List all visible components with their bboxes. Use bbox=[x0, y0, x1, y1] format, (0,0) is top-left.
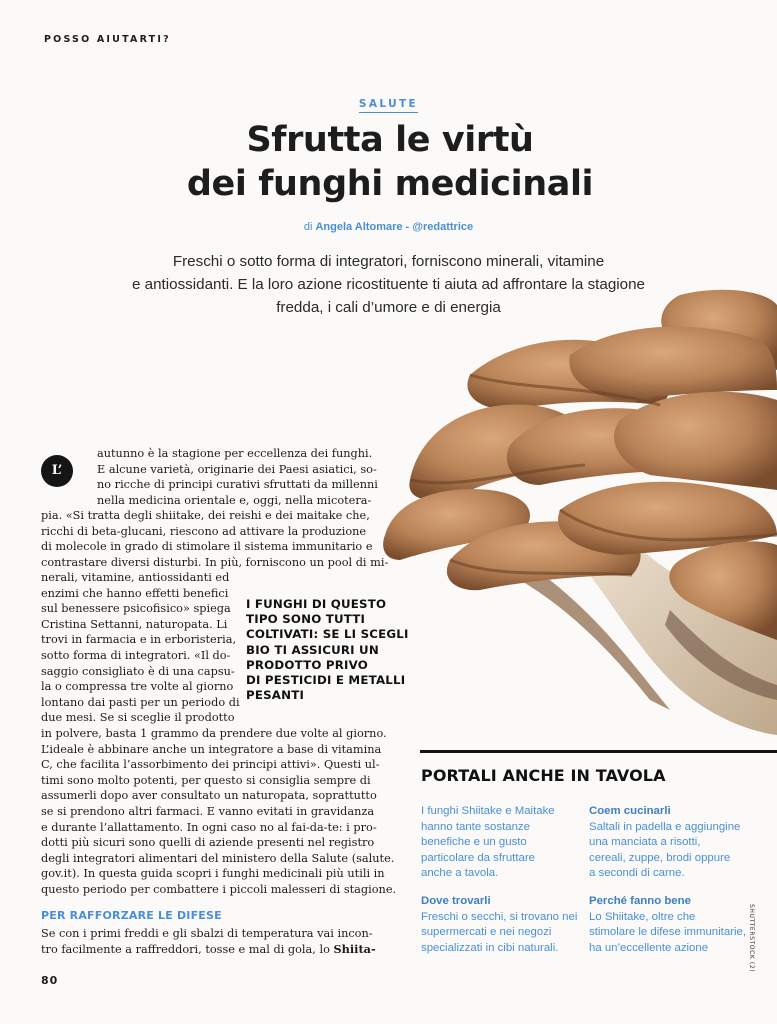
box-line: ha un’eccellente azione bbox=[589, 941, 709, 954]
category-label bbox=[0, 92, 777, 111]
body-line: timi sono molto potenti, per questo si consiglia sempre di bbox=[41, 773, 371, 787]
box-line: I funghi Shiitake e Maitake bbox=[421, 805, 555, 817]
body-narrow-column bbox=[41, 570, 240, 726]
lead-line: fredda, i cali d’umore e di energia bbox=[276, 299, 501, 316]
box-line: specializzati in cibi naturali. bbox=[421, 941, 559, 954]
body-line: pia. «Si tratta degli shiitake, dei reishi e dei maitake che, bbox=[41, 509, 370, 522]
body-line: Cristina Settanni, naturopata. Li bbox=[41, 617, 228, 631]
pull-quote-line: DI PESTICIDI E METALLI bbox=[246, 673, 406, 688]
pull-quote-line: BIO TI ASSICURI UN bbox=[246, 642, 379, 657]
body-line: enzimi che hanno effetti benefici bbox=[41, 586, 229, 600]
box-line: una manciata a risotti, bbox=[589, 836, 701, 849]
pull-quote-line: I FUNGHI DI QUESTO bbox=[246, 597, 387, 611]
mushroom-cap bbox=[569, 326, 777, 400]
body-line-text: tro facilmente a raffreddori, tosse e mal di gola, lo bbox=[41, 942, 330, 956]
body-line: dotti più sicuri sono quelli di aziende presenti nel registro bbox=[41, 836, 375, 850]
body-line: degli integratori alimentari del ministero della Salute (salute. bbox=[41, 851, 395, 865]
byline bbox=[0, 221, 777, 233]
body-line: questo periodo per combattere i piccoli malesseri di stagione. bbox=[41, 882, 397, 896]
pull-quote-line: PESANTI bbox=[246, 688, 305, 703]
body-line: no ricche di principi curativi sfruttati da millenni bbox=[97, 478, 378, 492]
box-title: PORTALI ANCHE IN TAVOLA bbox=[421, 766, 666, 785]
box-line: anche a tavola. bbox=[421, 867, 499, 880]
mushroom-cap bbox=[614, 392, 777, 490]
lead-line: Freschi o sotto forma di integratori, forniscono minerali, vitamine bbox=[172, 253, 605, 270]
running-head: POSSO AIUTARTI? bbox=[44, 34, 171, 45]
body-line: assumerli dopo aver consultato un naturopata, soprattutto bbox=[41, 789, 377, 803]
box-subheading: Dove trovarli bbox=[421, 894, 491, 907]
title-line-2: dei funghi medicinali bbox=[186, 164, 594, 204]
article-title bbox=[60, 118, 720, 206]
pull-quote-line: TIPO SONO TUTTI bbox=[246, 612, 366, 627]
body-intro-indented bbox=[97, 446, 378, 508]
body-line: trovi in farmacia e in erboristeria, bbox=[41, 633, 237, 647]
pull-quote bbox=[246, 597, 446, 703]
pull-quote-line: PRODOTTO PRIVO bbox=[246, 657, 368, 672]
section-body bbox=[41, 926, 376, 957]
body-line: ricchi di beta-glucani, riescono ad attivare la produzione bbox=[41, 524, 367, 538]
body-line bbox=[41, 942, 376, 958]
body-intro-full bbox=[41, 508, 388, 570]
body-line: la o compressa tre volte al giorno bbox=[41, 680, 234, 694]
body-line: nerali, vitamine, antiossidanti ed bbox=[41, 571, 230, 584]
body-line: contrastare diversi disturbi. In più, forniscono un pool di mi- bbox=[41, 555, 389, 569]
body-line: Se con i primi freddi e gli sbalzi di temperatura vai incon- bbox=[41, 927, 373, 940]
box-line: Saltali in padella e aggiungine bbox=[589, 820, 741, 833]
page-number: 80 bbox=[41, 974, 59, 987]
box-line: Freschi o secchi, si trovano nei bbox=[421, 910, 578, 923]
byline-author: Angela Altomare - @redattrice bbox=[315, 221, 474, 233]
body-line: L’ideale è abbinare anche un integratore a base di vitamina bbox=[41, 742, 382, 756]
body-line: di molecole in grado di stimolare il sistema immunitario e bbox=[41, 540, 373, 554]
body-line: E alcune varietà, originarie dei Paesi asiatici, so- bbox=[97, 462, 377, 476]
box-subheading: Coem cucinarli bbox=[589, 805, 671, 817]
box-line: cereali, zuppe, brodi oppure bbox=[589, 851, 731, 864]
box-subheading: Perché fanno bene bbox=[589, 894, 691, 907]
drop-cap: L’ bbox=[41, 455, 73, 487]
body-line: in polvere, basta 1 grammo da prendere due volte al giorno. bbox=[41, 727, 387, 740]
box-column-2 bbox=[589, 804, 746, 956]
body-bold-word: Shiita- bbox=[333, 941, 376, 956]
body-line: lontano dai pasti per un periodo di bbox=[41, 695, 240, 709]
box-line: a secondi di carne. bbox=[589, 867, 685, 880]
category-text: SALUTE bbox=[359, 98, 418, 113]
body-line: e durante l’allattamento. In ogni caso no al fai-da-te: i pro- bbox=[41, 820, 377, 834]
body-line: sul benessere psicofisico» spiega bbox=[41, 602, 231, 616]
box-line: benefiche e un gusto bbox=[421, 836, 527, 849]
section-heading: PER RAFFORZARE LE DIFESE bbox=[41, 909, 222, 922]
body-line: nella medicina orientale e, oggi, nella micotera- bbox=[97, 493, 372, 507]
box-line: Lo Shiitake, oltre che bbox=[589, 910, 696, 923]
body-line: se si prendono altri farmaci. E vanno evitati in gravidanza bbox=[41, 804, 375, 818]
body-line: saggio consigliato è di una capsu- bbox=[41, 664, 235, 678]
box-top-rule bbox=[420, 750, 777, 753]
photo-credit: SHUTTERSTOCK (2) bbox=[748, 904, 755, 973]
box-line: particolare da sfruttare bbox=[421, 851, 535, 864]
box-line: stimolare le difese immunitarie, bbox=[589, 926, 746, 939]
title-line-1: Sfrutta le virtù bbox=[246, 120, 534, 160]
body-line: due mesi. Se si sceglie il prodotto bbox=[41, 711, 235, 725]
pull-quote-line: COLTIVATI: SE LI SCEGLI bbox=[246, 627, 409, 642]
body-line: gov.it). In questa guida scopri i funghi medicinali più utili in bbox=[41, 867, 385, 881]
body-line: sotto forma di integratori. «Il do- bbox=[41, 648, 231, 662]
box-line: hanno tante sostanze bbox=[421, 820, 530, 833]
box-line: supermercati e nei negozi bbox=[421, 926, 552, 939]
body-line: C, che facilita l’assorbimento dei principi attivi». Questi ul- bbox=[41, 758, 380, 772]
byline-prefix: di bbox=[303, 221, 313, 233]
box-column-1 bbox=[421, 804, 577, 956]
lead-line: e antiossidanti. E la loro azione ricostituente ti aiuta ad affrontare la stagione bbox=[131, 276, 646, 293]
body-line: autunno è la stagione per eccellenza dei funghi. bbox=[97, 447, 373, 460]
body-bottom bbox=[41, 726, 396, 898]
